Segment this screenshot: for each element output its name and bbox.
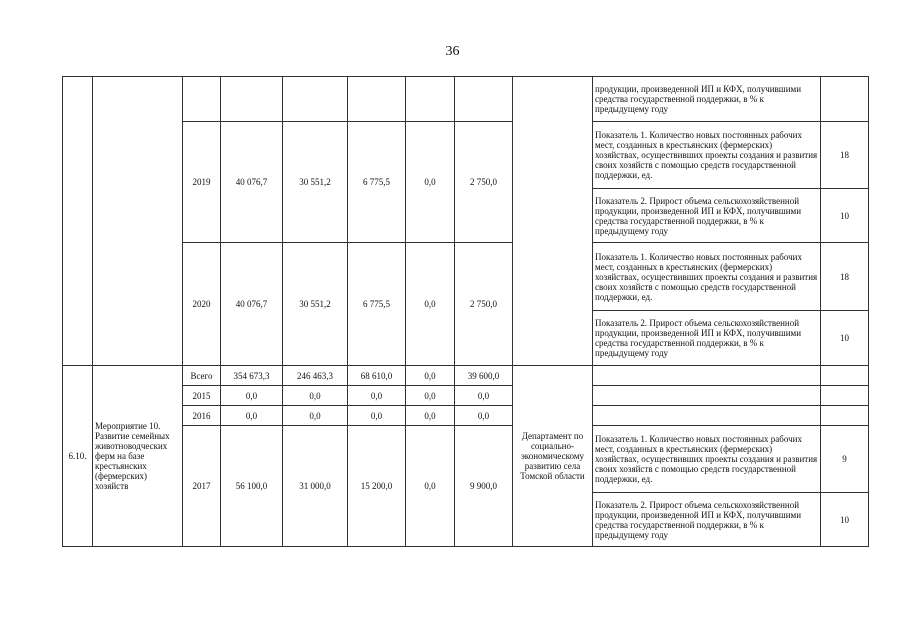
federal-cell: 30 551,2: [283, 243, 348, 366]
extra-budget-cell: 39 600,0: [455, 366, 513, 386]
total-cell: 40 076,7: [221, 243, 283, 366]
extra-budget-cell: 0,0: [455, 406, 513, 426]
number-cell: [63, 77, 93, 366]
regional-cell: 0,0: [348, 386, 406, 406]
table-row: [63, 366, 869, 386]
regional-cell: 68 610,0: [348, 366, 406, 386]
extra-budget-cell: [455, 77, 513, 122]
federal-cell: 30 551,2: [283, 122, 348, 243]
page-number: 36: [445, 44, 460, 59]
regional-cell: 6 775,5: [348, 122, 406, 243]
table-row: [63, 426, 869, 493]
local-cell: 0,0: [406, 243, 455, 366]
responsible-department: Департамент по социально-экономическому развитию села Томской области: [513, 366, 593, 547]
responsible-cell: [513, 77, 593, 366]
indicator-text: Показатель 1. Количество новых постоянных рабочих мест, созданных в крестьянских (фермерских) хозяйствах, осуществивших проекты создания и развития своих хозяйств с помощью средств государственной поддержки, ед.: [593, 122, 821, 189]
year-cell: 2017: [183, 426, 221, 547]
total-cell: 0,0: [221, 406, 283, 426]
year-cell: Всего: [183, 366, 221, 386]
extra-budget-cell: 9 900,0: [455, 426, 513, 547]
extra-budget-cell: 2 750,0: [455, 243, 513, 366]
federal-cell: [283, 77, 348, 122]
table-row: [63, 77, 869, 122]
indicator-text: Показатель 1. Количество новых постоянных рабочих мест, созданных в крестьянских (фермерских) хозяйствах, осуществивших проекты создания и развития своих хозяйств с помощью средств государственной поддержки, ед.: [593, 426, 821, 493]
indicator-value: 10: [821, 311, 869, 366]
table-row: [63, 243, 869, 311]
local-cell: 0,0: [406, 366, 455, 386]
measure-number: 6.10.: [63, 366, 93, 547]
indicator-text: [593, 366, 821, 386]
indicator-value: [821, 77, 869, 122]
indicator-text: Показатель 2. Прирост объема сельскохозяйственной продукции, произведенной ИП и КФХ, получившими средства государственной поддержки, в % к предыдущему году: [593, 493, 821, 547]
extra-budget-cell: 0,0: [455, 386, 513, 406]
year-cell: 2019: [183, 122, 221, 243]
total-cell: 354 673,3: [221, 366, 283, 386]
local-cell: 0,0: [406, 406, 455, 426]
measure-name-cell: [93, 77, 183, 366]
local-cell: 0,0: [406, 122, 455, 243]
year-cell: [183, 77, 221, 122]
table-row: [63, 122, 869, 189]
table-row: [63, 386, 869, 406]
regional-cell: 15 200,0: [348, 426, 406, 547]
indicator-text: [593, 386, 821, 406]
table-row: [63, 406, 869, 426]
indicator-value: 18: [821, 122, 869, 189]
indicator-text: Показатель 1. Количество новых постоянных рабочих мест, созданных в крестьянских (фермерских) хозяйствах, осуществивших проекты создания и развития своих хозяйств с помощью средств государственной поддержки, ед.: [593, 243, 821, 311]
regional-cell: 6 775,5: [348, 243, 406, 366]
federal-cell: 0,0: [283, 386, 348, 406]
indicator-value: 10: [821, 493, 869, 547]
indicator-value: 18: [821, 243, 869, 311]
total-cell: 56 100,0: [221, 426, 283, 547]
total-cell: 40 076,7: [221, 122, 283, 243]
regional-cell: [348, 77, 406, 122]
indicator-value: [821, 406, 869, 426]
year-cell: 2015: [183, 386, 221, 406]
year-cell: 2020: [183, 243, 221, 366]
indicator-value: 9: [821, 426, 869, 493]
indicator-value: [821, 386, 869, 406]
federal-cell: 246 463,3: [283, 366, 348, 386]
indicator-text: [593, 406, 821, 426]
extra-budget-cell: 2 750,0: [455, 122, 513, 243]
year-cell: 2016: [183, 406, 221, 426]
measure-name: Мероприятие 10. Развитие семейных животноводческих ферм на базе крестьянских (фермерских) хозяйств: [93, 366, 183, 547]
federal-cell: 0,0: [283, 406, 348, 426]
total-cell: [221, 77, 283, 122]
total-cell: 0,0: [221, 386, 283, 406]
indicator-text: Показатель 2. Прирост объема сельскохозяйственной продукции, произведенной ИП и КФХ, получившими средства государственной поддержки, в % к предыдущему году: [593, 189, 821, 243]
indicator-text: продукции, произведенной ИП и КФХ, получившими средства государственной поддержки, в % к предыдущему году: [593, 77, 821, 122]
local-cell: [406, 77, 455, 122]
regional-cell: 0,0: [348, 406, 406, 426]
local-cell: 0,0: [406, 426, 455, 547]
federal-cell: 31 000,0: [283, 426, 348, 547]
local-cell: 0,0: [406, 386, 455, 406]
program-measures-table: [62, 76, 869, 547]
indicator-value: 10: [821, 189, 869, 243]
indicator-text: Показатель 2. Прирост объема сельскохозяйственной продукции, произведенной ИП и КФХ, получившими средства государственной поддержки, в % к предыдущему году: [593, 311, 821, 366]
indicator-value: [821, 366, 869, 386]
